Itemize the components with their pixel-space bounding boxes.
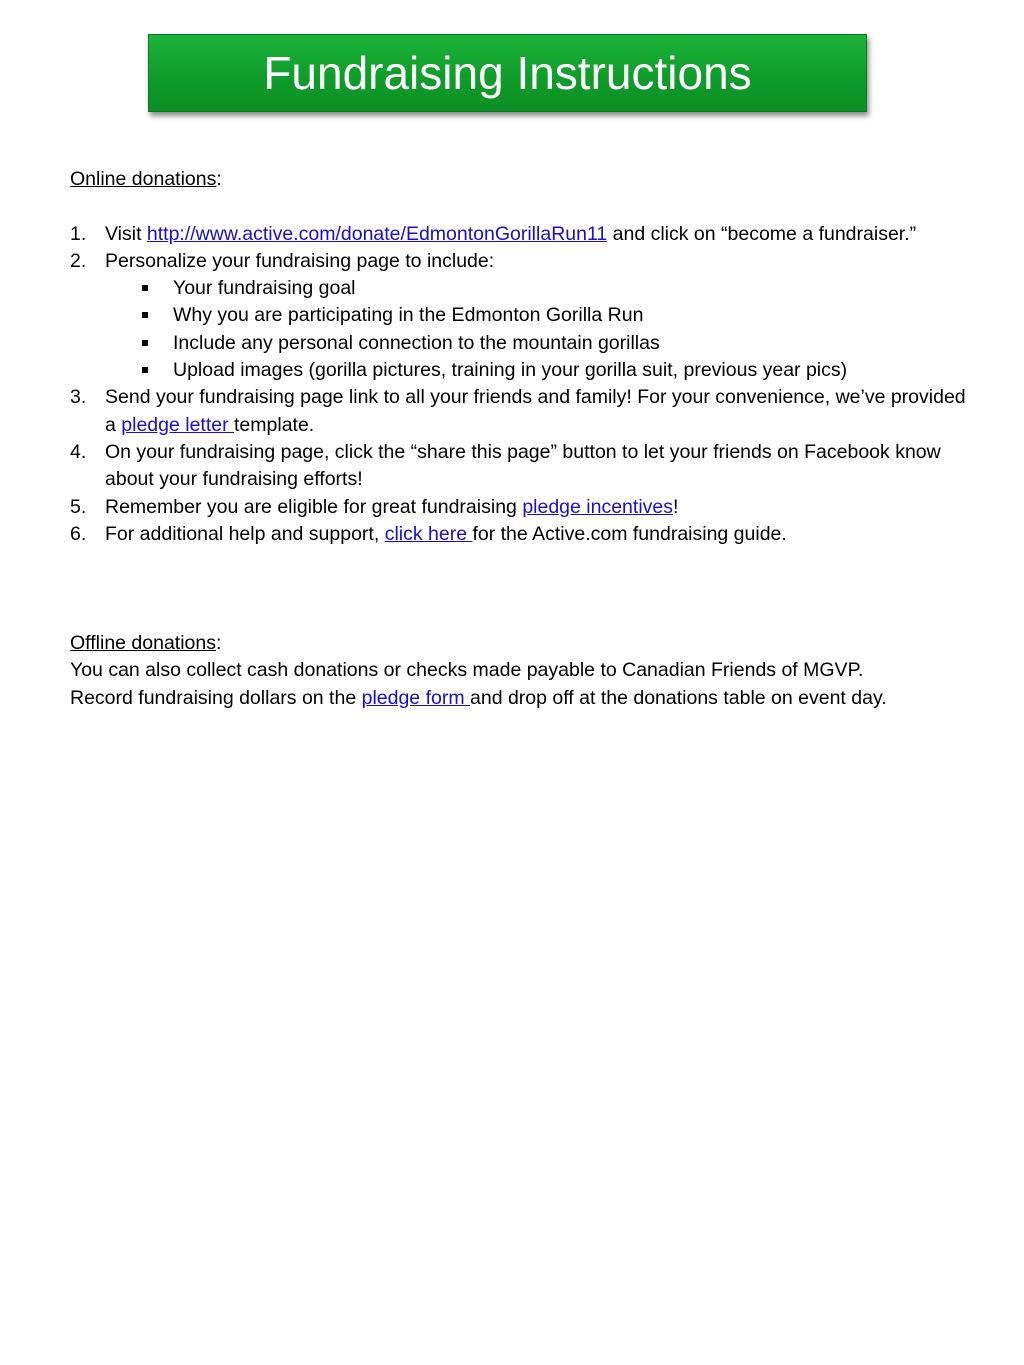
pledge-letter-link[interactable]: pledge letter [121, 413, 235, 436]
square-bullet-icon [142, 312, 148, 318]
page-title: Fundraising Instructions [263, 47, 752, 99]
click-here-link[interactable]: click here [384, 522, 473, 545]
bullet-item-why: Why you are participating in the Edmonton Gorilla Run [70, 302, 970, 329]
donate-page-link[interactable]: http://www.active.com/donate/EdmontonGorillaRun11 [146, 222, 608, 245]
offline-line-2: Record fundraising dollars on the pledge form and drop off at the donations table on event day. [70, 686, 887, 709]
online-donations-heading: Online donations: [70, 168, 222, 190]
square-bullet-icon [142, 340, 148, 346]
bullet-item-connection: Include any personal connection to the mountain gorillas [70, 330, 970, 357]
list-item-4: 4. On your fundraising page, click the “share this page” button to let your friends on Facebook know about your fundraising efforts! [70, 440, 941, 491]
list-item-5: 5. Remember you are eligible for great fundraising pledge incentives! [70, 495, 679, 518]
square-bullet-icon [142, 367, 148, 373]
list-item-1: 1. Visit http://www.active.com/donate/EdmontonGorillaRun11 and click on “become a fundraiser.” [70, 222, 917, 245]
offline-line-1: You can also collect cash donations or checks made payable to Canadian Friends of MGVP. [70, 659, 864, 682]
title-banner [148, 34, 867, 112]
list-item-2: 2. Personalize your fundraising page to include: [70, 249, 495, 272]
bullet-item-goal: Your fundraising goal [70, 275, 970, 302]
offline-donations-heading: Offline donations: [70, 632, 222, 655]
bullet-item-images: Upload images (gorilla pictures, training in your gorilla suit, previous year pics) [70, 357, 970, 384]
square-bullet-icon [142, 285, 148, 291]
pledge-form-link[interactable]: pledge form [361, 686, 470, 709]
list-item-6: 6. For additional help and support, click here for the Active.com fundraising guide. [70, 522, 787, 545]
instructions-body [70, 166, 970, 712]
list-item-3: 3. Send your fundraising page link to all your friends and family! For your convenience, we’ve provided a pledge letter template. [70, 386, 966, 436]
pledge-incentives-link[interactable]: pledge incentives [522, 495, 673, 518]
